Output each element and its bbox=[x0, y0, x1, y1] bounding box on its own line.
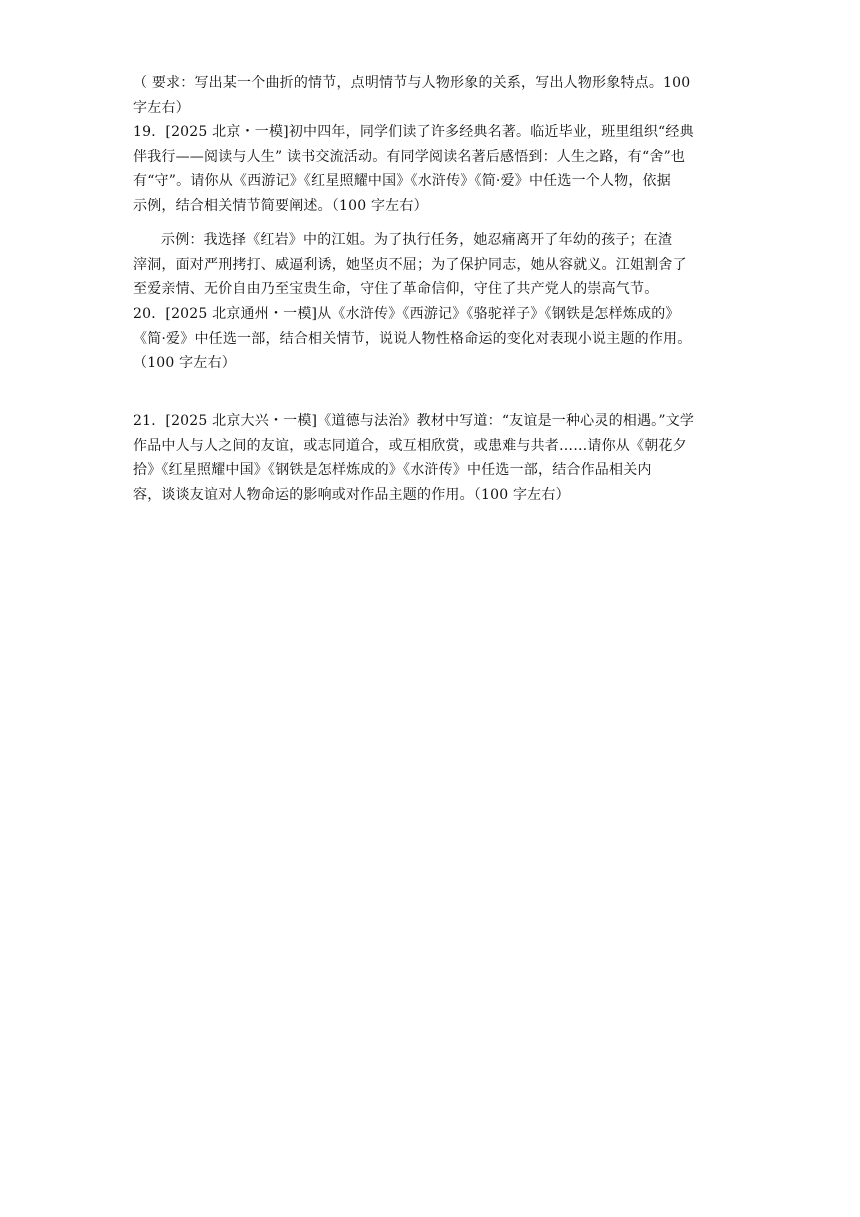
q20-line-1: 20．[2025 北京通州・一模]从《水浒传》《西游记》《骆驼祥子》《钢铁是怎样炼成的》 bbox=[133, 306, 680, 322]
q19-example-line-2: 滓洞，面对严刑拷打、威逼利诱，她坚贞不屈；为了保护同志，她从容就义。江姐割舍了 bbox=[133, 256, 687, 273]
question-19 bbox=[133, 120, 733, 218]
requirement-line-1: （ 要求：写出某一个曲折的情节，点明情节与人物形象的关系，写出人物形象特点。100 bbox=[133, 75, 691, 91]
requirement-paragraph bbox=[133, 71, 733, 120]
q19-example-line-3: 至爱亲情、无价自由乃至宝贵生命，守住了革命信仰，守住了共产党人的崇高气节。 bbox=[133, 281, 659, 297]
q21-line-3: 拾》《红星照耀中国》《钢铁是怎样炼成的》《水浒传》中任选一部，结合作品相关内 bbox=[133, 462, 652, 478]
q19-line-3: 有“守”。请你从《西游记》《红星照耀中国》《水浒传》《简·爱》中任选一个人物，依据 bbox=[133, 173, 671, 189]
q19-line-2: 伴我行——阅读与人生” 读书交流活动。有同学阅读名著后感悟到：人生之路，有“舍”也 bbox=[133, 148, 686, 165]
q20-line-2: 《简·爱》中任选一部，结合相关情节，说说人物性格命运的变化对表现小说主题的作用。 bbox=[133, 330, 692, 347]
q21-line-1: 21．[2025 北京大兴・一模]《道德与法治》教材中写道：“友谊是一种心灵的相遇。”文学 bbox=[133, 413, 695, 429]
question-20 bbox=[133, 302, 733, 376]
question-19-example bbox=[133, 228, 733, 302]
q19-line-1: 19．[2025 北京・一模]初中四年，同学们读了许多经典名著。临近毕业，班里组织“经典 bbox=[133, 124, 694, 140]
requirement-line-2: 字左右） bbox=[133, 99, 190, 116]
q19-example-line-1: 示例：我选择《红岩》中的江姐。为了执行任务，她忍痛离开了年幼的孩子；在渣 bbox=[161, 232, 673, 248]
question-21 bbox=[133, 409, 733, 507]
q21-line-4: 容，谈谈友谊对人物命运的影响或对作品主题的作用。（100 字左右） bbox=[133, 486, 570, 503]
q21-line-2: 作品中人与人之间的友谊，或志同道合，或互相欣赏，或患难与共者……请你从《朝花夕 bbox=[133, 437, 687, 454]
q20-line-3: （100 字左右） bbox=[133, 355, 236, 371]
q19-line-4: 示例，结合相关情节简要阐述。（100 字左右） bbox=[133, 197, 428, 214]
